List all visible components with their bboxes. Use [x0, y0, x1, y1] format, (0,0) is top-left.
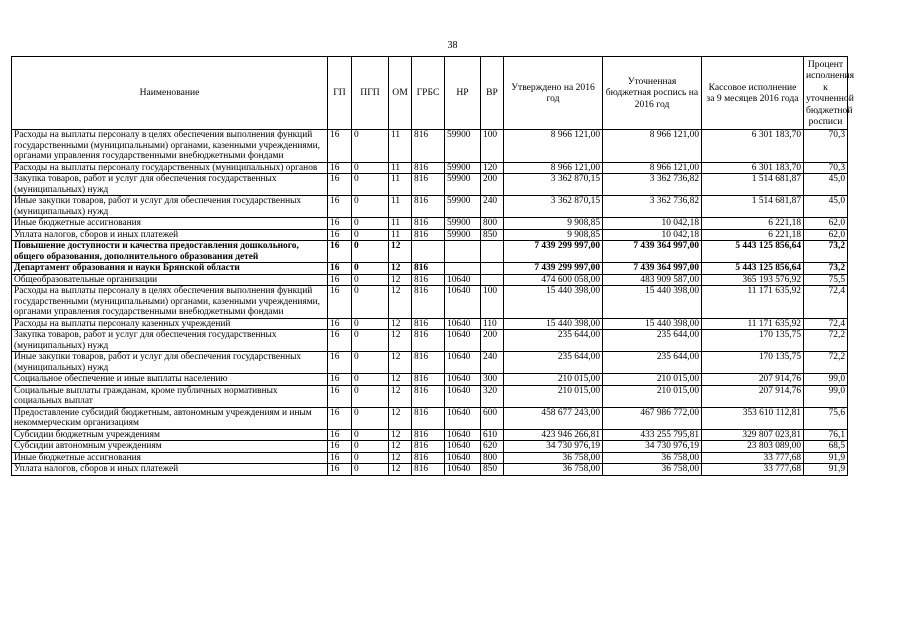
header-grbs: ГРБС [412, 57, 445, 130]
cell-np: 10640 [445, 385, 481, 407]
cell-percent: 72,2 [804, 330, 848, 352]
cell-pgp: 0 [352, 174, 389, 196]
cell-name: Общеобразовательные организации [12, 274, 328, 286]
cell-cash: 1 514 681,87 [702, 174, 804, 196]
cell-grbs: 816 [412, 130, 445, 163]
cell-vr: 320 [481, 385, 504, 407]
cell-name: Субсидии бюджетным учреждениям [12, 429, 328, 441]
cell-cash: 33 777,68 [702, 464, 804, 476]
table-row [12, 429, 848, 441]
cell-om: 12 [389, 464, 412, 476]
cell-approved: 7 439 299 997,00 [504, 263, 603, 275]
cell-gp: 16 [328, 464, 352, 476]
cell-grbs: 816 [412, 229, 445, 241]
cell-percent: 70,3 [804, 130, 848, 163]
cell-om: 12 [389, 286, 412, 319]
cell-om: 12 [389, 441, 412, 453]
cell-cash: 353 610 112,81 [702, 407, 804, 429]
cell-np: 59900 [445, 174, 481, 196]
header-vr: ВР [481, 57, 504, 130]
cell-name: Департамент образования и науки Брянской области [12, 263, 328, 275]
cell-grbs: 816 [412, 162, 445, 174]
header-percent: Процент исполнения к уточненной бюджетной росписи [804, 57, 848, 130]
cell-refined: 483 909 587,00 [603, 274, 702, 286]
cell-om: 12 [389, 274, 412, 286]
cell-name: Повышение доступности и качества предоставления дошкольного, общего образования, дополнительного образования детей [12, 241, 328, 263]
cell-om: 11 [389, 218, 412, 230]
cell-om: 12 [389, 407, 412, 429]
cell-cash: 6 221,18 [702, 229, 804, 241]
cell-vr: 100 [481, 130, 504, 163]
cell-percent: 62,0 [804, 218, 848, 230]
cell-cash: 5 443 125 856,64 [702, 241, 804, 263]
cell-grbs: 816 [412, 441, 445, 453]
cell-name: Закупка товаров, работ и услуг для обеспечения государственных (муниципальных) нужд [12, 330, 328, 352]
table-row [12, 452, 848, 464]
cell-np: 59900 [445, 229, 481, 241]
cell-np: 10640 [445, 318, 481, 330]
cell-grbs: 816 [412, 318, 445, 330]
cell-om: 11 [389, 174, 412, 196]
cell-vr [481, 263, 504, 275]
cell-gp: 16 [328, 241, 352, 263]
cell-grbs: 816 [412, 464, 445, 476]
cell-approved: 7 439 299 997,00 [504, 241, 603, 263]
cell-np: 59900 [445, 196, 481, 218]
cell-pgp: 0 [352, 229, 389, 241]
cell-name: Расходы на выплаты персоналу государственных (муниципальных) органов [12, 162, 328, 174]
cell-pgp: 0 [352, 385, 389, 407]
cell-vr [481, 274, 504, 286]
table-row [12, 196, 848, 218]
table-row [12, 218, 848, 230]
cell-vr: 120 [481, 162, 504, 174]
cell-om: 12 [389, 452, 412, 464]
cell-approved: 235 644,00 [504, 330, 603, 352]
cell-om: 12 [389, 330, 412, 352]
cell-pgp: 0 [352, 464, 389, 476]
cell-percent: 99,0 [804, 374, 848, 386]
cell-name: Иные бюджетные ассигнования [12, 218, 328, 230]
cell-vr: 610 [481, 429, 504, 441]
table-row [12, 385, 848, 407]
cell-np: 10640 [445, 464, 481, 476]
cell-cash: 170 135,75 [702, 330, 804, 352]
cell-approved: 423 946 266,81 [504, 429, 603, 441]
cell-grbs: 816 [412, 263, 445, 275]
cell-pgp: 0 [352, 441, 389, 453]
cell-np: 10640 [445, 441, 481, 453]
cell-grbs: 816 [412, 407, 445, 429]
cell-percent: 45,0 [804, 174, 848, 196]
cell-cash: 170 135,75 [702, 352, 804, 374]
cell-np [445, 263, 481, 275]
header-pgp: ПГП [352, 57, 389, 130]
cell-refined: 210 015,00 [603, 374, 702, 386]
cell-vr: 300 [481, 374, 504, 386]
cell-gp: 16 [328, 441, 352, 453]
cell-om: 12 [389, 241, 412, 263]
cell-name: Закупка товаров, работ и услуг для обеспечения государственных (муниципальных) нужд [12, 174, 328, 196]
cell-cash: 6 301 183,70 [702, 130, 804, 163]
cell-cash: 11 171 635,92 [702, 318, 804, 330]
cell-vr: 800 [481, 218, 504, 230]
cell-percent: 75,5 [804, 274, 848, 286]
cell-np: 10640 [445, 407, 481, 429]
cell-grbs: 816 [412, 286, 445, 319]
cell-grbs: 816 [412, 429, 445, 441]
cell-percent: 45,0 [804, 196, 848, 218]
cell-percent: 72,4 [804, 318, 848, 330]
header-approved: Утверждено на 2016 год [504, 57, 603, 130]
cell-pgp: 0 [352, 241, 389, 263]
cell-om: 12 [389, 429, 412, 441]
cell-approved: 34 730 976,19 [504, 441, 603, 453]
cell-grbs: 816 [412, 452, 445, 464]
cell-np: 59900 [445, 130, 481, 163]
cell-refined: 433 255 795,81 [603, 429, 702, 441]
cell-cash: 6 301 183,70 [702, 162, 804, 174]
table-row [12, 318, 848, 330]
cell-gp: 16 [328, 429, 352, 441]
cell-name: Социальное обеспечение и иные выплаты населению [12, 374, 328, 386]
cell-refined: 7 439 364 997,00 [603, 241, 702, 263]
cell-gp: 16 [328, 274, 352, 286]
cell-name: Субсидии автономным учреждениям [12, 441, 328, 453]
cell-om: 11 [389, 196, 412, 218]
cell-pgp: 0 [352, 452, 389, 464]
cell-gp: 16 [328, 229, 352, 241]
cell-name: Уплата налогов, сборов и иных платежей [12, 229, 328, 241]
cell-cash: 207 914,76 [702, 374, 804, 386]
cell-percent: 91,9 [804, 464, 848, 476]
table-row [12, 130, 848, 163]
cell-approved: 36 758,00 [504, 464, 603, 476]
cell-pgp: 0 [352, 218, 389, 230]
table-row [12, 407, 848, 429]
cell-name: Предоставление субсидий бюджетным, автономным учреждениям и иным некоммерческим организациям [12, 407, 328, 429]
cell-om: 11 [389, 229, 412, 241]
cell-grbs: 816 [412, 218, 445, 230]
table-row [12, 274, 848, 286]
cell-cash: 207 914,76 [702, 385, 804, 407]
cell-pgp: 0 [352, 263, 389, 275]
cell-approved: 9 908,85 [504, 218, 603, 230]
table-row [12, 241, 848, 263]
cell-cash: 23 803 089,00 [702, 441, 804, 453]
cell-gp: 16 [328, 174, 352, 196]
table-row [12, 330, 848, 352]
cell-refined: 210 015,00 [603, 385, 702, 407]
cell-pgp: 0 [352, 429, 389, 441]
cell-pgp: 0 [352, 196, 389, 218]
cell-cash: 11 171 635,92 [702, 286, 804, 319]
cell-vr: 240 [481, 352, 504, 374]
cell-cash: 6 221,18 [702, 218, 804, 230]
table-row [12, 352, 848, 374]
cell-vr: 240 [481, 196, 504, 218]
cell-cash: 329 807 023,81 [702, 429, 804, 441]
table-row [12, 441, 848, 453]
header-refined: Уточненная бюджетная роспись на 2016 год [603, 57, 702, 130]
cell-grbs: 816 [412, 330, 445, 352]
cell-pgp: 0 [352, 286, 389, 319]
table-row [12, 162, 848, 174]
cell-approved: 235 644,00 [504, 352, 603, 374]
cell-name: Иные закупки товаров, работ и услуг для обеспечения государственных (муниципальных) нужд [12, 352, 328, 374]
header-cash: Кассовое исполнение за 9 месяцев 2016 года [702, 57, 804, 130]
cell-gp: 16 [328, 286, 352, 319]
cell-gp: 16 [328, 318, 352, 330]
cell-gp: 16 [328, 218, 352, 230]
cell-name: Уплата налогов, сборов и иных платежей [12, 464, 328, 476]
cell-om: 11 [389, 162, 412, 174]
cell-approved: 458 677 243,00 [504, 407, 603, 429]
header-np: НР [445, 57, 481, 130]
cell-percent: 73,2 [804, 241, 848, 263]
cell-gp: 16 [328, 162, 352, 174]
cell-np [445, 241, 481, 263]
cell-gp: 16 [328, 374, 352, 386]
cell-gp: 16 [328, 330, 352, 352]
cell-vr: 200 [481, 330, 504, 352]
cell-vr: 200 [481, 174, 504, 196]
cell-refined: 235 644,00 [603, 352, 702, 374]
cell-refined: 467 986 772,00 [603, 407, 702, 429]
page-number: 38 [447, 40, 458, 51]
cell-grbs: 816 [412, 174, 445, 196]
cell-gp: 16 [328, 352, 352, 374]
cell-approved: 9 908,85 [504, 229, 603, 241]
cell-name: Расходы на выплаты персоналу казенных учреждений [12, 318, 328, 330]
cell-refined: 10 042,18 [603, 218, 702, 230]
cell-vr: 620 [481, 441, 504, 453]
cell-refined: 36 758,00 [603, 452, 702, 464]
cell-name: Иные закупки товаров, работ и услуг для обеспечения государственных (муниципальных) нужд [12, 196, 328, 218]
cell-approved: 8 966 121,00 [504, 130, 603, 163]
table-row [12, 286, 848, 319]
cell-om: 12 [389, 352, 412, 374]
table-header-row [12, 57, 848, 130]
cell-grbs: 816 [412, 274, 445, 286]
cell-approved: 474 600 058,00 [504, 274, 603, 286]
table-row [12, 374, 848, 386]
cell-name: Социальные выплаты гражданам, кроме публичных нормативных социальных выплат [12, 385, 328, 407]
cell-refined: 3 362 736,82 [603, 196, 702, 218]
cell-om: 12 [389, 318, 412, 330]
cell-np: 10640 [445, 429, 481, 441]
cell-pgp: 0 [352, 374, 389, 386]
cell-pgp: 0 [352, 162, 389, 174]
cell-vr: 110 [481, 318, 504, 330]
cell-refined: 15 440 398,00 [603, 286, 702, 319]
cell-grbs: 816 [412, 196, 445, 218]
table-row [12, 263, 848, 275]
cell-np: 10640 [445, 274, 481, 286]
cell-approved: 210 015,00 [504, 374, 603, 386]
cell-refined: 34 730 976,19 [603, 441, 702, 453]
cell-vr: 600 [481, 407, 504, 429]
cell-gp: 16 [328, 196, 352, 218]
cell-approved: 3 362 870,15 [504, 196, 603, 218]
cell-cash: 5 443 125 856,64 [702, 263, 804, 275]
cell-percent: 62,0 [804, 229, 848, 241]
cell-percent: 72,4 [804, 286, 848, 319]
cell-grbs: 816 [412, 385, 445, 407]
cell-vr: 800 [481, 452, 504, 464]
cell-cash: 33 777,68 [702, 452, 804, 464]
cell-gp: 16 [328, 407, 352, 429]
cell-refined: 8 966 121,00 [603, 162, 702, 174]
cell-approved: 36 758,00 [504, 452, 603, 464]
cell-percent: 76,1 [804, 429, 848, 441]
table-body [12, 130, 848, 476]
cell-refined: 3 362 736,82 [603, 174, 702, 196]
budget-table [11, 56, 855, 476]
cell-np: 59900 [445, 218, 481, 230]
cell-approved: 15 440 398,00 [504, 318, 603, 330]
cell-grbs [412, 241, 445, 263]
cell-name: Расходы на выплаты персоналу в целях обеспечения выполнения функций государственными (муниципальными) органами, казенными учреждениями, органами управления государственными внебюджетными фондами [12, 286, 328, 319]
cell-gp: 16 [328, 385, 352, 407]
cell-np: 10640 [445, 330, 481, 352]
cell-refined: 10 042,18 [603, 229, 702, 241]
cell-vr: 850 [481, 464, 504, 476]
header-name: Наименование [12, 57, 328, 130]
cell-pgp: 0 [352, 318, 389, 330]
cell-om: 12 [389, 263, 412, 275]
cell-percent: 72,2 [804, 352, 848, 374]
header-gp: ГП [328, 57, 352, 130]
cell-cash: 1 514 681,87 [702, 196, 804, 218]
cell-vr [481, 241, 504, 263]
cell-percent: 75,6 [804, 407, 848, 429]
cell-percent: 99,0 [804, 385, 848, 407]
cell-vr: 100 [481, 286, 504, 319]
cell-percent: 68,5 [804, 441, 848, 453]
cell-refined: 36 758,00 [603, 464, 702, 476]
cell-gp: 16 [328, 263, 352, 275]
cell-name: Расходы на выплаты персоналу в целях обеспечения выполнения функций государственными (муниципальными) органами, казенными учреждениями, органами управления государственными внебюджетными фондами [12, 130, 328, 163]
cell-pgp: 0 [352, 352, 389, 374]
cell-om: 12 [389, 385, 412, 407]
cell-np: 10640 [445, 452, 481, 464]
cell-refined: 8 966 121,00 [603, 130, 702, 163]
header-om: ОМ [389, 57, 412, 130]
cell-om: 12 [389, 374, 412, 386]
cell-refined: 7 439 364 997,00 [603, 263, 702, 275]
cell-refined: 235 644,00 [603, 330, 702, 352]
table-row [12, 174, 848, 196]
cell-om: 11 [389, 130, 412, 163]
cell-gp: 16 [328, 130, 352, 163]
cell-grbs: 816 [412, 374, 445, 386]
cell-percent: 91,9 [804, 452, 848, 464]
cell-approved: 15 440 398,00 [504, 286, 603, 319]
cell-np: 10640 [445, 352, 481, 374]
cell-pgp: 0 [352, 130, 389, 163]
cell-approved: 8 966 121,00 [504, 162, 603, 174]
cell-pgp: 0 [352, 330, 389, 352]
cell-percent: 70,3 [804, 162, 848, 174]
cell-name: Иные бюджетные ассигнования [12, 452, 328, 464]
cell-np: 59900 [445, 162, 481, 174]
cell-np: 10640 [445, 286, 481, 319]
cell-vr: 850 [481, 229, 504, 241]
cell-cash: 365 193 576,92 [702, 274, 804, 286]
cell-grbs: 816 [412, 352, 445, 374]
cell-refined: 15 440 398,00 [603, 318, 702, 330]
table-row [12, 229, 848, 241]
cell-pgp: 0 [352, 407, 389, 429]
cell-np: 10640 [445, 374, 481, 386]
cell-percent: 73,2 [804, 263, 848, 275]
cell-gp: 16 [328, 452, 352, 464]
cell-approved: 3 362 870,15 [504, 174, 603, 196]
cell-pgp: 0 [352, 274, 389, 286]
table-row [12, 464, 848, 476]
cell-approved: 210 015,00 [504, 385, 603, 407]
